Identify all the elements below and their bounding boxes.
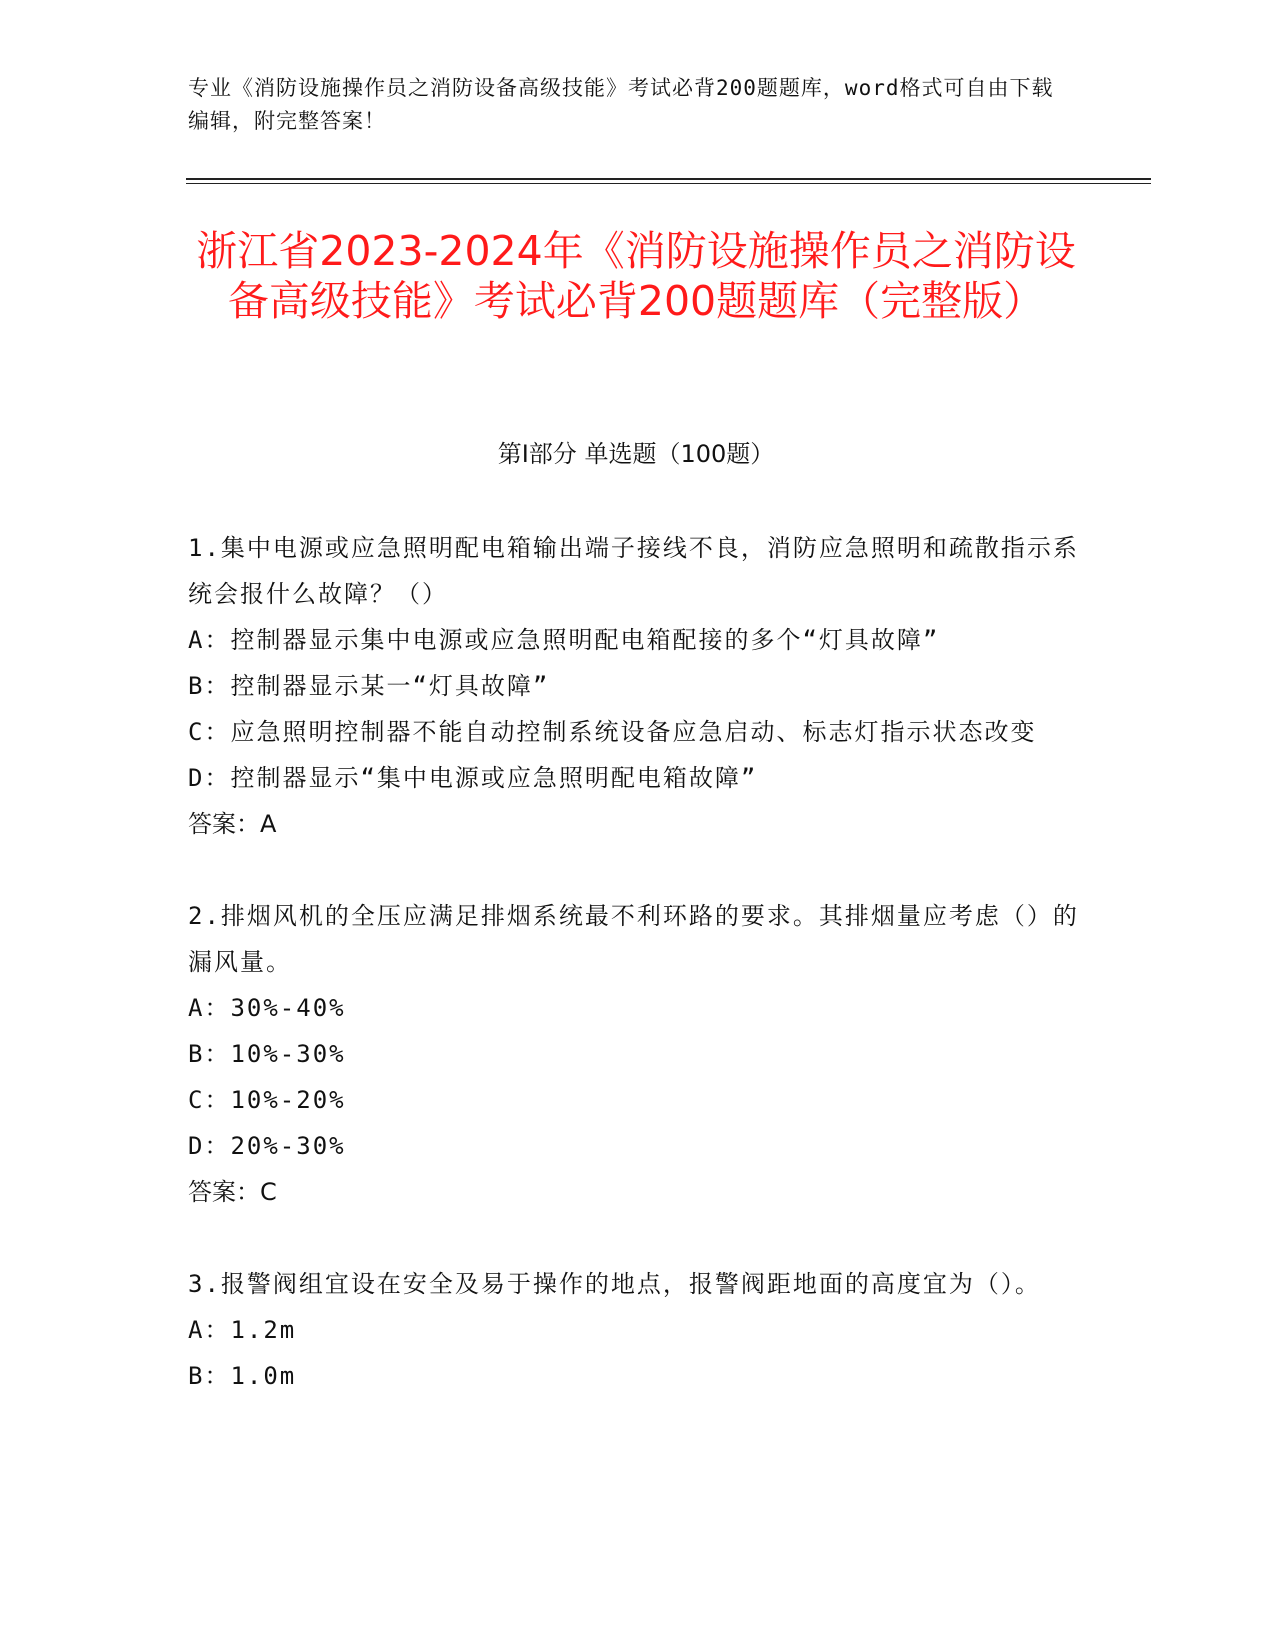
header-divider-bottom: [186, 183, 1151, 184]
answer-label: 答案：: [188, 810, 260, 838]
question-option: D：控制器显示“集中电源或应急照明配电箱故障”: [188, 764, 758, 792]
question-option: B：1.0m: [188, 1362, 297, 1390]
question-list: [188, 525, 1088, 1445]
document-intro-text: 专业《消防设施操作员之消防设备高级技能》考试必背200题题库，word格式可自由下载编辑，附完整答案！: [188, 76, 1054, 133]
document-title: 浙江省2023-2024年《消防设施操作员之消防设备高级技能》考试必背200题题库（完整版）: [196, 227, 1076, 325]
answer-value: A: [260, 810, 277, 838]
question-option: C：应急照明控制器不能自动控制系统设备应急启动、标志灯指示状态改变: [188, 718, 1037, 746]
question-item: [188, 525, 1088, 847]
question-item: [188, 893, 1088, 1215]
question-option: A：1.2m: [188, 1316, 297, 1344]
question-option: D：20%-30%: [188, 1132, 346, 1160]
section-title: 第I部分 单选题（100题）: [497, 440, 775, 468]
question-answer: [188, 1169, 1088, 1215]
header-divider-top: [186, 178, 1151, 180]
answer-value: C: [260, 1178, 277, 1206]
question-option: A：30%-40%: [188, 994, 346, 1022]
answer-label: 答案：: [188, 1178, 260, 1206]
question-option: B：10%-30%: [188, 1040, 346, 1068]
question-option: A：控制器显示集中电源或应急照明配电箱配接的多个“灯具故障”: [188, 626, 940, 654]
question-item: [188, 1261, 1088, 1399]
question-text: 2.排烟风机的全压应满足排烟系统最不利环路的要求。其排烟量应考虑（）的漏风量。: [188, 902, 1079, 976]
question-option: B：控制器显示某一“灯具故障”: [188, 672, 550, 700]
question-answer: [188, 801, 1088, 847]
question-text: 1.集中电源或应急照明配电箱输出端子接线不良，消防应急照明和疏散指示系统会报什么故障？（）: [188, 534, 1079, 608]
question-option: C：10%-20%: [188, 1086, 346, 1114]
question-text: 3.报警阀组宜设在安全及易于操作的地点，报警阀距地面的高度宜为（）。: [188, 1270, 1041, 1298]
